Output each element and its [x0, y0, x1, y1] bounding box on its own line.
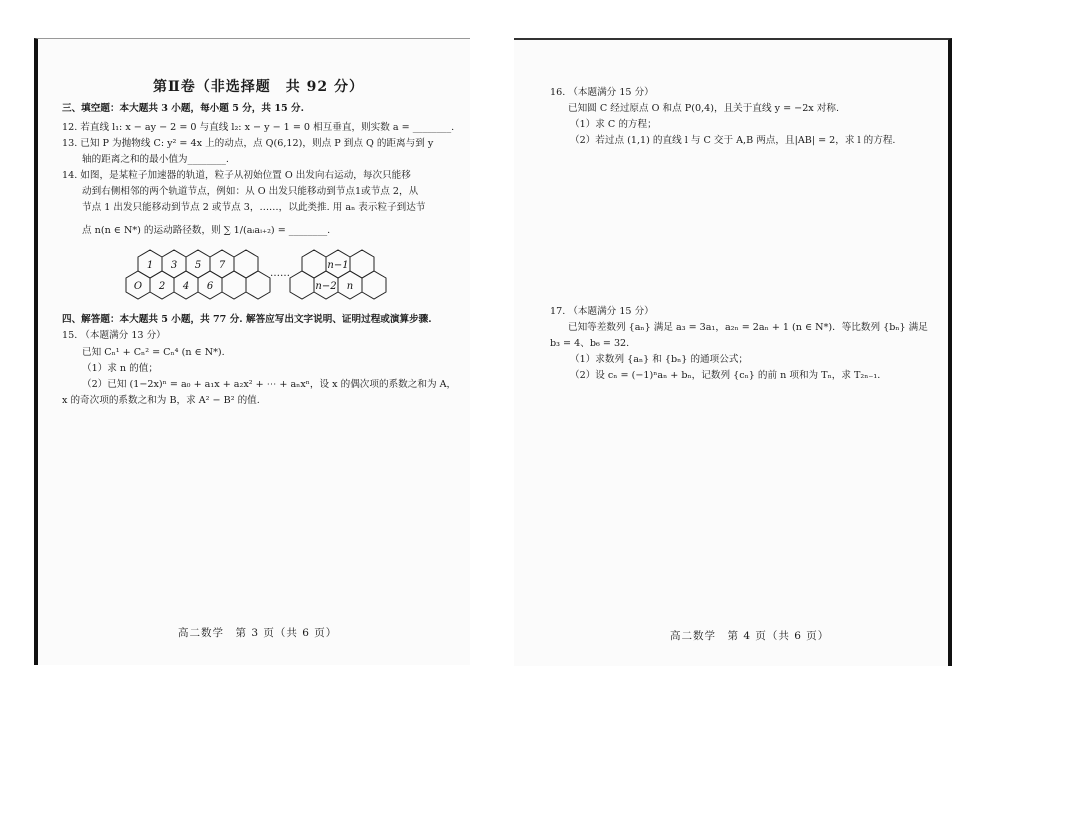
- fill-in-section-header: 三、填空题：本大题共 3 小题，每小题 5 分，共 15 分.: [62, 103, 304, 114]
- node-o-label: O: [133, 281, 143, 292]
- question-13-line-1: 13. 已知 P 为抛物线 C: y² = 4x 上的动点，点 Q(6,12)，则点 P 到点 Q 的距离与到 y: [62, 138, 434, 149]
- particle-track-diagram: [124, 244, 414, 314]
- node-6-label: 6: [206, 281, 214, 292]
- question-17-line-3: （1）求数列 {aₙ} 和 {bₙ} 的通项公式；: [570, 354, 749, 365]
- exam-page-4: [514, 38, 952, 666]
- question-14-line-1: 14. 如图，是某粒子加速器的轨道，粒子从初始位置 O 出发向右运动，每次只能移: [62, 170, 411, 181]
- question-16-line-2: （1）求 C 的方程；: [570, 119, 657, 130]
- question-14-line-4: 点 n(n ∈ N*) 的运动路径数，则 ∑ 1/(aᵢaᵢ₊₂) = ________.: [82, 225, 331, 236]
- node-n-label: n: [346, 281, 354, 292]
- question-15-line-3: （2）已知 (1−2x)ⁿ = a₀ + a₁x + a₂x² + ⋯ + aₙxⁿ，设 x 的偶次项的系数之和为 A，: [82, 379, 457, 390]
- question-15-line-2: （1）求 n 的值；: [82, 363, 158, 374]
- question-17-line-1: 已知等差数列 {aₙ} 满足 a₃ = 3a₁，a₂ₙ = 2aₙ + 1 (n ∈ N*)．等比数列 {bₙ} 满足: [568, 322, 928, 333]
- question-12: 12. 若直线 l₁: x − ay − 2 = 0 与直线 l₂: x − y − 1 = 0 相互垂直，则实数 a = ________.: [62, 122, 455, 133]
- node-n-minus-1-label: n−1: [327, 260, 349, 271]
- question-15-heading: 15. （本题满分 13 分）: [62, 330, 166, 341]
- question-16-line-1: 已知圆 C 经过原点 O 和点 P(0,4)，且关于直线 y = −2x 对称.: [568, 103, 840, 114]
- node-n-minus-2-label: n−2: [315, 281, 337, 292]
- question-14-line-3: 节点 1 出发只能移动到节点 2 或节点 3，……，以此类推. 用 aₙ 表示粒子到达节: [82, 202, 426, 213]
- question-15-line-1: 已知 Cₙ¹ + Cₙ² = Cₙ⁴ (n ∈ N*).: [82, 347, 225, 358]
- exam-page-3: [34, 38, 470, 665]
- question-14-line-2: 动到右侧相邻的两个轨道节点，例如：从 O 出发只能移动到节点1或节点 2，从: [82, 186, 419, 197]
- node-5-label: 5: [194, 260, 202, 271]
- node-2-label: 2: [158, 281, 166, 292]
- question-17-line-4: （2）设 cₙ = (−1)ⁿaₙ + bₙ，记数列 {cₙ} 的前 n 项和为 Tₙ，求 T₂ₙ₋₁.: [570, 370, 881, 381]
- question-15-line-4: x 的奇次项的系数之和为 B，求 A² − B² 的值.: [62, 395, 260, 406]
- node-7-label: 7: [218, 260, 226, 271]
- node-3-label: 3: [170, 260, 178, 271]
- page-3-footer: 高二数学 第 3 页（共 6 页）: [178, 627, 338, 639]
- node-4-label: 4: [182, 281, 190, 292]
- question-17-heading: 17. （本题满分 15 分）: [550, 306, 654, 317]
- question-16-line-3: （2）若过点 (1,1) 的直线 l 与 C 交于 A,B 两点，且|AB| = 2，求 l 的方程.: [570, 135, 896, 146]
- node-1-label: 1: [146, 260, 154, 271]
- question-16-heading: 16. （本题满分 15 分）: [550, 87, 654, 98]
- answer-section-header: 四、解答题：本大题共 5 小题，共 77 分. 解答应写出文字说明、证明过程或演算步骤.: [62, 314, 432, 325]
- question-13-line-2: 轴的距离之和的最小值为________.: [82, 154, 229, 165]
- page-4-footer: 高二数学 第 4 页（共 6 页）: [670, 630, 830, 642]
- diagram-ellipsis: ……: [270, 268, 290, 279]
- section-title: 第Ⅱ卷（非选择题 共 92 分）: [153, 79, 365, 95]
- question-17-line-2: b₃ = 4、b₆ = 32.: [550, 338, 630, 349]
